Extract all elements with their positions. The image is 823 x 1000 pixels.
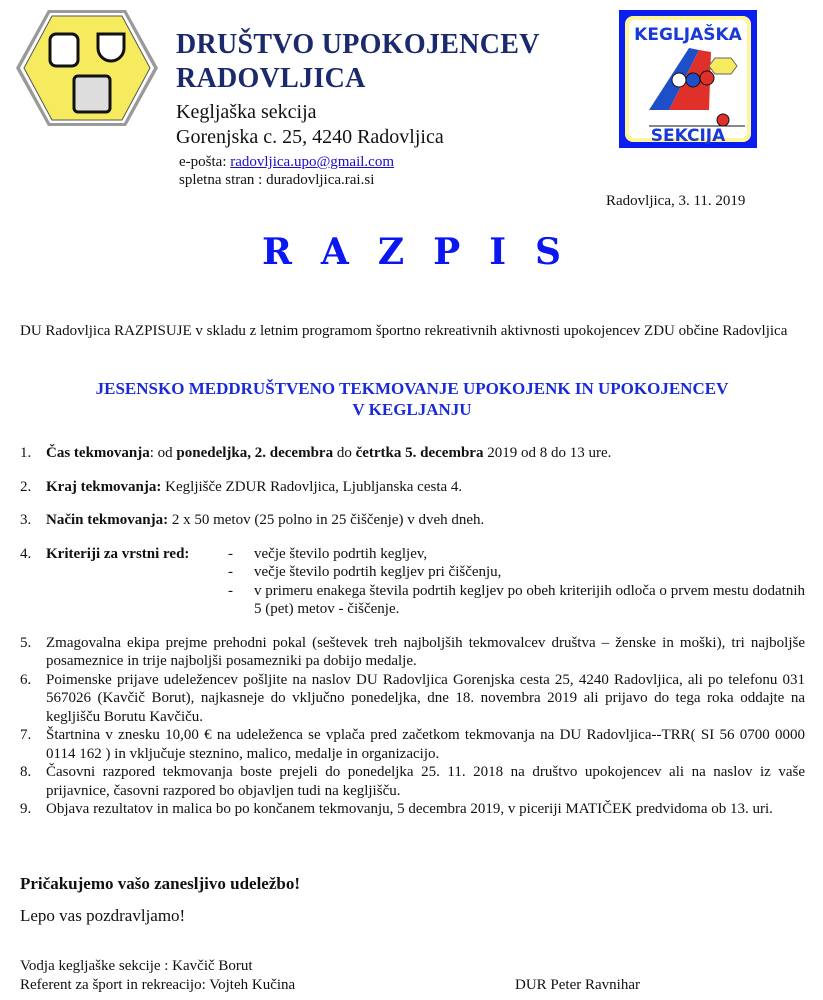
email-label: e-pošta: [179,154,231,170]
criteria-item: - v primeru enakega števila podrtih kegljev po obeh kriterijih odloča o prvem mestu dodatnih 5 (pet) metov - čiščenje. [228,582,805,617]
document-title: RAZPIS [262,231,591,273]
item-text: Poimenske prijave udeležencev pošljite na naslov DU Radovljica Gorenjska cesta 25, 4240 Radovljica, ali po telefonu 031 567026 (Kavčič Borut), najkasneje do vključno ponedeljka, dne 18. novembra 2019 ali prijavo do tega roka oddajte na kegljišču Borutu Kavčiču. [46,671,805,725]
criteria-text: večje število podrtih kegljev pri čiščenju, [254,564,502,580]
item-text: Kegljišče ZDUR Radovljica, Ljubljanska cesta 4. [161,478,463,495]
list-item [20,545,805,619]
svg-text:SEKCIJA: SEKCIJA [650,126,726,146]
org-name-line1: DRUŠTVO UPOKOJENCEV [176,29,540,60]
item-number: 2. [20,478,32,495]
org-title [176,28,540,96]
item-text: do [333,445,356,461]
item-text: 2019 od 8 do 13 ure. [483,445,612,461]
item-number: 6. [20,671,32,688]
signature-leader: Vodja kegljaške sekcije : Kavčič Borut [20,958,253,974]
criteria-list [224,545,805,619]
intro-paragraph: DU Radovljica RAZPISUJE v skladu z letnim programom športno rekreativnih aktivnosti upokojencev ZDU občine Radovljica [20,323,788,339]
list-item [20,478,805,497]
list-item [20,671,805,727]
item-text: Časovni razpored tekmovanja boste prejeli do ponedeljka 25. 11. 2018 na društvo upokojencev ali na naslov iz vaše prijavnice, časovni razpored bo objavljen tudi na kegljišču. [46,764,805,799]
hexagon-logo-icon [8,6,158,126]
item-number: 1. [20,445,32,461]
item-bold: četrtka 5. decembra [355,445,484,461]
headline-line1: JESENSKO MEDDRUŠTVENO TEKMOVANJE UPOKOJENK IN UPOKOJENCEV [95,379,729,398]
item-number: 9. [20,801,32,817]
rules-list [20,444,805,819]
item-number: 4. [20,545,32,562]
org-subtitle [176,100,444,150]
item-label: Kraj tekmovanja: [46,478,162,495]
signature-president: DUR Peter Ravnihar [515,977,640,993]
signature-referent: Referent za šport in rekreacijo: Vojteh Kučina [20,977,296,993]
document-date: Radovljica, 3. 11. 2019 [606,193,746,209]
criteria-text: v primeru enakega števila podrtih kegljev po obeh kriterijih odloča o prvem mestu dodatnih 5 (pet) metov - čiščenje. [254,582,805,617]
website: spletna stran : duradovljica.rai.si [179,172,375,188]
item-text: Zmagovalna ekipa prejme prehodni pokal (seštevek treh najboljših tekmovalcev društva – ženske in moški), tri najboljše posameznice in trije najboljši posamezniki pa dobijo medalje. [46,634,805,669]
item-text: : od [149,445,177,461]
address: Gorenjska c. 25, 4240 Radovljica [176,126,444,148]
item-number: 5. [20,634,32,651]
item-number: 3. [20,512,32,528]
contact-info [179,153,394,189]
list-item [20,726,805,763]
item-text: Objava rezultatov in malica bo po končanem tekmovanju, 5 decembra 2019, v piceriji MATIČEK predvidoma ob 13. uri. [46,801,773,817]
list-item [20,763,805,800]
list-item [20,444,805,463]
section-logo [619,10,757,148]
closing-greeting: Lepo vas pozdravljamo! [20,906,186,925]
dur-logo [8,6,158,126]
item-number: 7. [20,727,32,743]
criteria-item: - večje število podrtih kegljev, [228,545,428,562]
svg-text:KEGLJAŠKA: KEGLJAŠKA [634,25,742,45]
item-label: Čas tekmovanja [46,445,150,461]
closing-emphasis: Pričakujemo vašo zanesljivo udeležbo! [20,874,300,893]
item-text: Štartnina v znesku 10,00 € na udeleženca se vplača pred začetkom tekmovanja na DU Radovljica--TRR( SI 56 0700 0000 0114 162 ) in vključuje steznino, malico, medalje in organizacijo. [46,727,805,762]
item-bold: ponedeljka, 2. decembra [176,445,334,461]
list-item [20,511,805,530]
bowling-logo-icon [619,10,757,148]
item-label: Način tekmovanja: [46,512,169,528]
criteria-item: - večje število podrtih kegljev pri čiščenju, [228,564,502,580]
item-label: Kriteriji za vrstni red: [46,545,190,562]
headline-line2: V KEGLJANJU [352,400,472,419]
item-number: 8. [20,764,32,780]
email-link[interactable]: radovljica.upo@gmail.com [230,154,395,170]
section-name: Kegljaška sekcija [176,101,317,123]
item-text: 2 x 50 metov (25 polno in 25 čiščenje) v dveh dneh. [168,512,485,528]
list-item [20,800,805,819]
list-item [20,634,805,671]
criteria-block [46,545,805,619]
org-name-line2: RADOVLJICA [176,63,366,94]
competition-headline [20,378,804,420]
criteria-text: večje število podrtih kegljev, [254,545,428,562]
